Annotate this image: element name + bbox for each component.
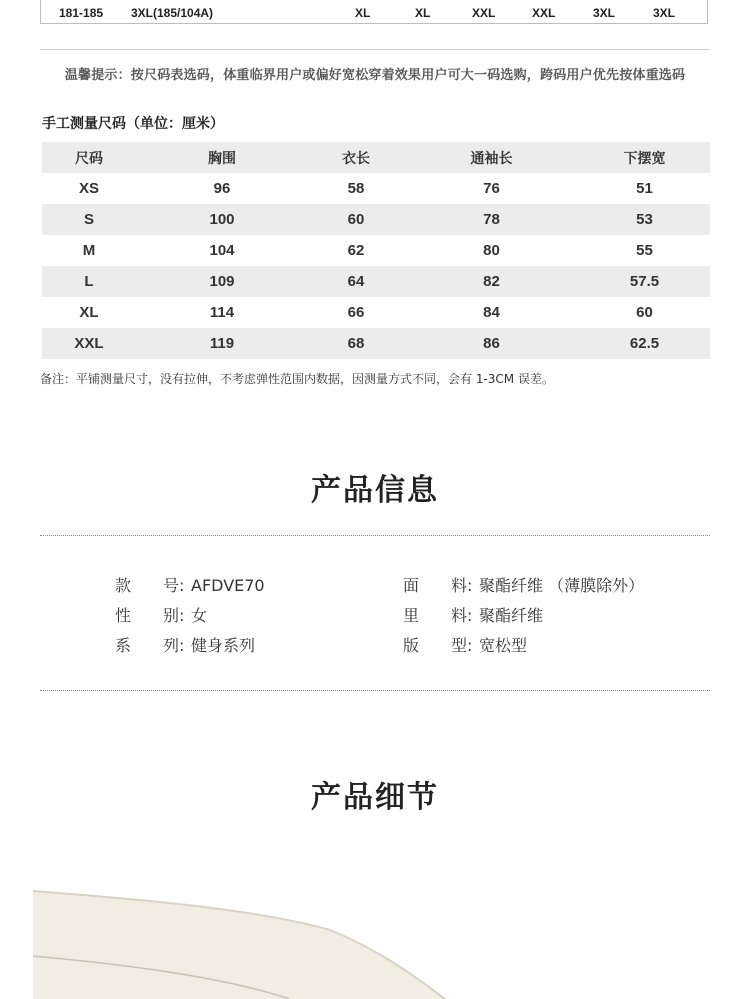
column-header: 胸围 xyxy=(208,150,236,167)
product-info-title: 产品信息 xyxy=(311,473,439,508)
info-label: 款 号: xyxy=(115,576,185,595)
info-value: AFDVE70 xyxy=(191,576,265,595)
info-label: 系 列: xyxy=(115,636,185,655)
table-cell: S xyxy=(83,211,94,228)
table-row xyxy=(42,235,710,266)
info-item-fabric xyxy=(403,573,644,596)
divider xyxy=(40,535,710,536)
divider xyxy=(40,49,710,50)
table-cell: 86 xyxy=(483,335,500,352)
table-row xyxy=(42,266,710,297)
table-cell: 119 xyxy=(209,335,235,352)
product-detail-photo xyxy=(0,850,750,999)
table-cell: 84 xyxy=(483,304,500,321)
table-cell: 78 xyxy=(483,211,500,228)
info-item-series xyxy=(115,633,255,656)
table-cell: 109 xyxy=(209,273,235,290)
column-header: 尺码 xyxy=(75,150,103,167)
column-header: 通袖长 xyxy=(470,150,513,167)
table-cell: 60 xyxy=(636,304,653,321)
info-value: 女 xyxy=(191,606,208,625)
table-row xyxy=(42,297,710,328)
table-cell: 80 xyxy=(483,242,500,259)
table-cell: 62.5 xyxy=(629,335,660,352)
table-cell: 58 xyxy=(347,180,365,197)
size-value-cell: 3XL xyxy=(653,6,676,20)
table-cell: 82 xyxy=(483,273,500,290)
measurement-note: 备注：平铺测量尺寸，没有拉伸，不考虑弹性范围内数据，因测量方式不同，会有 1-3CM 误差。 xyxy=(40,372,554,386)
table-cell: 104 xyxy=(209,242,235,259)
table-row xyxy=(42,173,710,204)
table-cell: XXL xyxy=(74,335,104,352)
info-item-fit xyxy=(403,633,527,656)
table-cell: XL xyxy=(79,304,99,321)
info-label: 面 料: xyxy=(403,576,473,595)
info-label: 性 别: xyxy=(115,606,185,625)
info-item-lining xyxy=(403,603,543,626)
info-value: 聚酯纤维 （薄膜除外） xyxy=(479,576,645,595)
table-header-row xyxy=(42,142,710,173)
table-cell: 60 xyxy=(347,211,365,228)
table-cell: 51 xyxy=(636,180,653,197)
product-detail-title: 产品细节 xyxy=(311,780,439,815)
table-row xyxy=(42,328,710,359)
size-cell: 3XL(185/104A) xyxy=(131,6,214,20)
table-cell: 96 xyxy=(213,180,231,197)
size-recommendation-table xyxy=(40,0,708,24)
size-value-cell: XXL xyxy=(532,6,556,20)
measure-table xyxy=(42,142,710,359)
table-cell: 68 xyxy=(347,335,365,352)
size-value-cell: 3XL xyxy=(593,6,616,20)
table-row xyxy=(42,204,710,235)
info-value: 聚酯纤维 xyxy=(479,606,544,625)
table-cell: 64 xyxy=(347,273,365,290)
table-cell: 100 xyxy=(209,211,235,228)
info-label: 版 型: xyxy=(403,636,473,655)
table-cell: 62 xyxy=(347,242,365,259)
size-value-cell: XL xyxy=(355,6,371,20)
info-item-style-number xyxy=(115,573,265,596)
table-cell: 76 xyxy=(483,180,500,197)
table-cell: L xyxy=(84,273,94,290)
info-item-gender xyxy=(115,603,207,626)
table-cell: 55 xyxy=(636,242,653,259)
size-tip: 温馨提示：按尺码表选码，体重临界用户或偏好宽松穿着效果用户可大一码选购，跨码用户优先按体重选码 xyxy=(64,68,686,83)
info-value: 宽松型 xyxy=(479,636,528,655)
table-cell: 66 xyxy=(347,304,365,321)
info-label: 里 料: xyxy=(403,606,473,625)
table-cell: 57.5 xyxy=(629,273,660,290)
column-header: 衣长 xyxy=(342,150,370,167)
table-cell: XS xyxy=(78,180,99,197)
height-cell: 181-185 xyxy=(59,6,104,20)
column-header: 下摆宽 xyxy=(623,150,666,167)
size-value-cell: XXL xyxy=(472,6,496,20)
size-value-cell: XL xyxy=(415,6,431,20)
measure-table-title: 手工测量尺码（单位：厘米） xyxy=(42,116,224,132)
table-cell: M xyxy=(82,242,96,259)
divider xyxy=(40,690,710,691)
table-cell: 53 xyxy=(636,211,653,228)
info-value: 健身系列 xyxy=(191,636,256,655)
table-cell: 114 xyxy=(209,304,235,321)
